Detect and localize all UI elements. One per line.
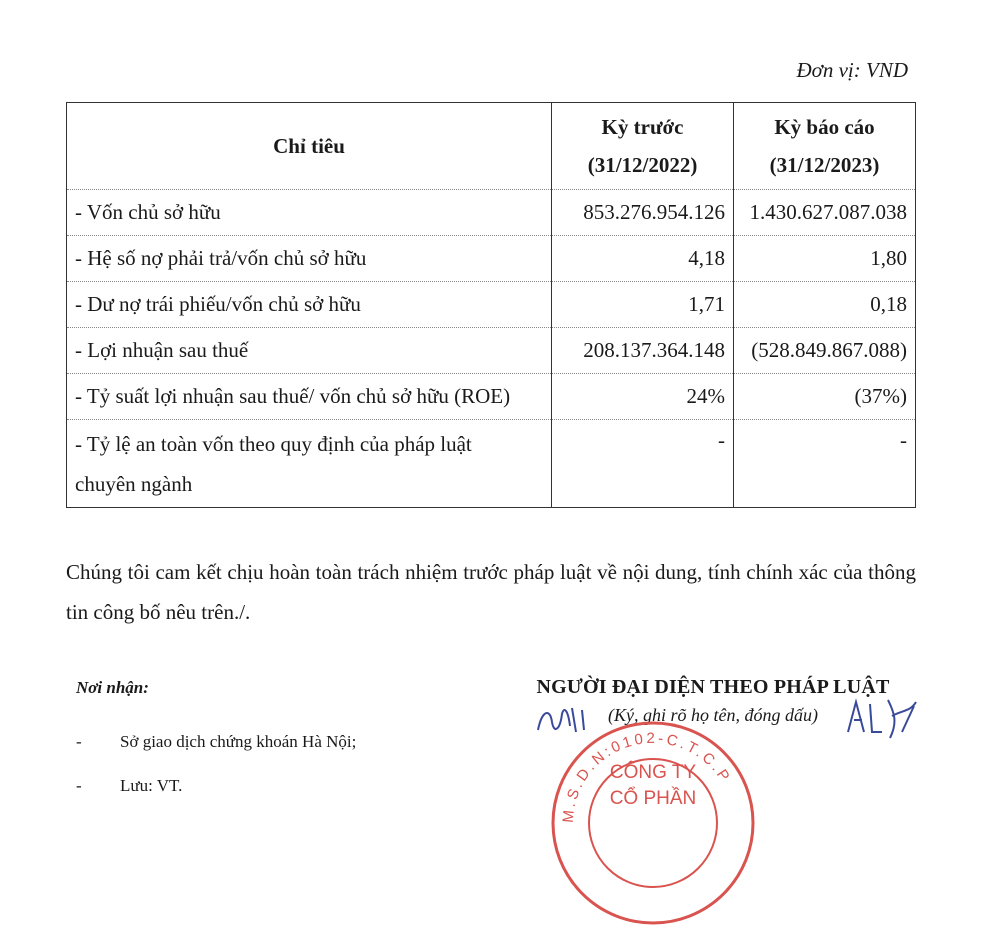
row-current-value: 0,18 — [734, 282, 916, 328]
table-row — [67, 328, 916, 374]
row-previous-value: 24% — [552, 374, 734, 420]
table-row — [67, 236, 916, 282]
row-current-value: 1,80 — [734, 236, 916, 282]
seal-ring-text: M.S.D.N:0102-C.T.C.P — [559, 729, 735, 824]
signer-role: NGƯỜI ĐẠI DIỆN THEO PHÁP LUẬT — [536, 676, 890, 698]
table-row — [67, 420, 916, 508]
row-label-line1: - Tỷ lệ an toàn vốn theo quy định của pháp luật — [75, 432, 472, 456]
header-previous-label: Kỳ trước — [601, 115, 684, 139]
row-previous-value: 1,71 — [552, 282, 734, 328]
row-current-value: 1.430.627.087.038 — [734, 190, 916, 236]
table-row — [67, 282, 916, 328]
row-label-line2: chuyên ngành — [75, 472, 193, 496]
row-previous-value: - — [552, 420, 734, 508]
row-label: - Tỷ suất lợi nhuận sau thuế/ vốn chủ sở hữu (ROE) — [67, 374, 552, 420]
recipients-block — [76, 678, 476, 808]
row-current-value: (528.849.867.088) — [734, 328, 916, 374]
financial-indicators-table — [66, 102, 916, 508]
list-bullet: - — [76, 732, 82, 751]
table-row — [67, 374, 916, 420]
row-current-value: (37%) — [734, 374, 916, 420]
seal-line2: CỔ PHẦN — [609, 788, 697, 809]
header-reporting-date: (31/12/2023) — [769, 153, 880, 177]
signer-note: (Ký, ghi rõ họ tên, đóng dấu) — [608, 705, 818, 725]
row-previous-value: 853.276.954.126 — [552, 190, 734, 236]
list-bullet: - — [76, 776, 82, 795]
list-item — [76, 764, 476, 808]
unit-label: Đơn vị: VND — [796, 58, 908, 82]
company-seal — [548, 718, 758, 928]
seal-line1: CÔNG TY — [609, 762, 697, 783]
row-previous-value: 208.137.364.148 — [552, 328, 734, 374]
row-previous-value: 4,18 — [552, 236, 734, 282]
header-previous-date: (31/12/2022) — [587, 153, 698, 177]
header-reporting-period — [734, 103, 916, 190]
header-reporting-label: Kỳ báo cáo — [774, 115, 875, 139]
header-previous-period — [552, 103, 734, 190]
row-label: - Vốn chủ sở hữu — [67, 190, 552, 236]
row-label — [67, 420, 552, 508]
row-current-value: - — [734, 420, 916, 508]
row-label: - Dư nợ trái phiếu/vốn chủ sở hữu — [67, 282, 552, 328]
table-row — [67, 190, 916, 236]
header-indicator: Chỉ tiêu — [67, 103, 552, 190]
commitment-statement: Chúng tôi cam kết chịu hoàn toàn trách nhiệm trước pháp luật về nội dung, tính chính xác của thông tin công bố nêu trên./. — [66, 560, 916, 624]
recipient-text: Lưu: VT. — [120, 776, 183, 795]
table-header-row — [67, 103, 916, 190]
recipients-title: Nơi nhận: — [76, 678, 149, 697]
list-item — [76, 720, 476, 764]
row-label: - Hệ số nợ phải trả/vốn chủ sở hữu — [67, 236, 552, 282]
row-label: - Lợi nhuận sau thuế — [67, 328, 552, 374]
recipient-text: Sở giao dịch chứng khoán Hà Nội; — [120, 732, 357, 751]
